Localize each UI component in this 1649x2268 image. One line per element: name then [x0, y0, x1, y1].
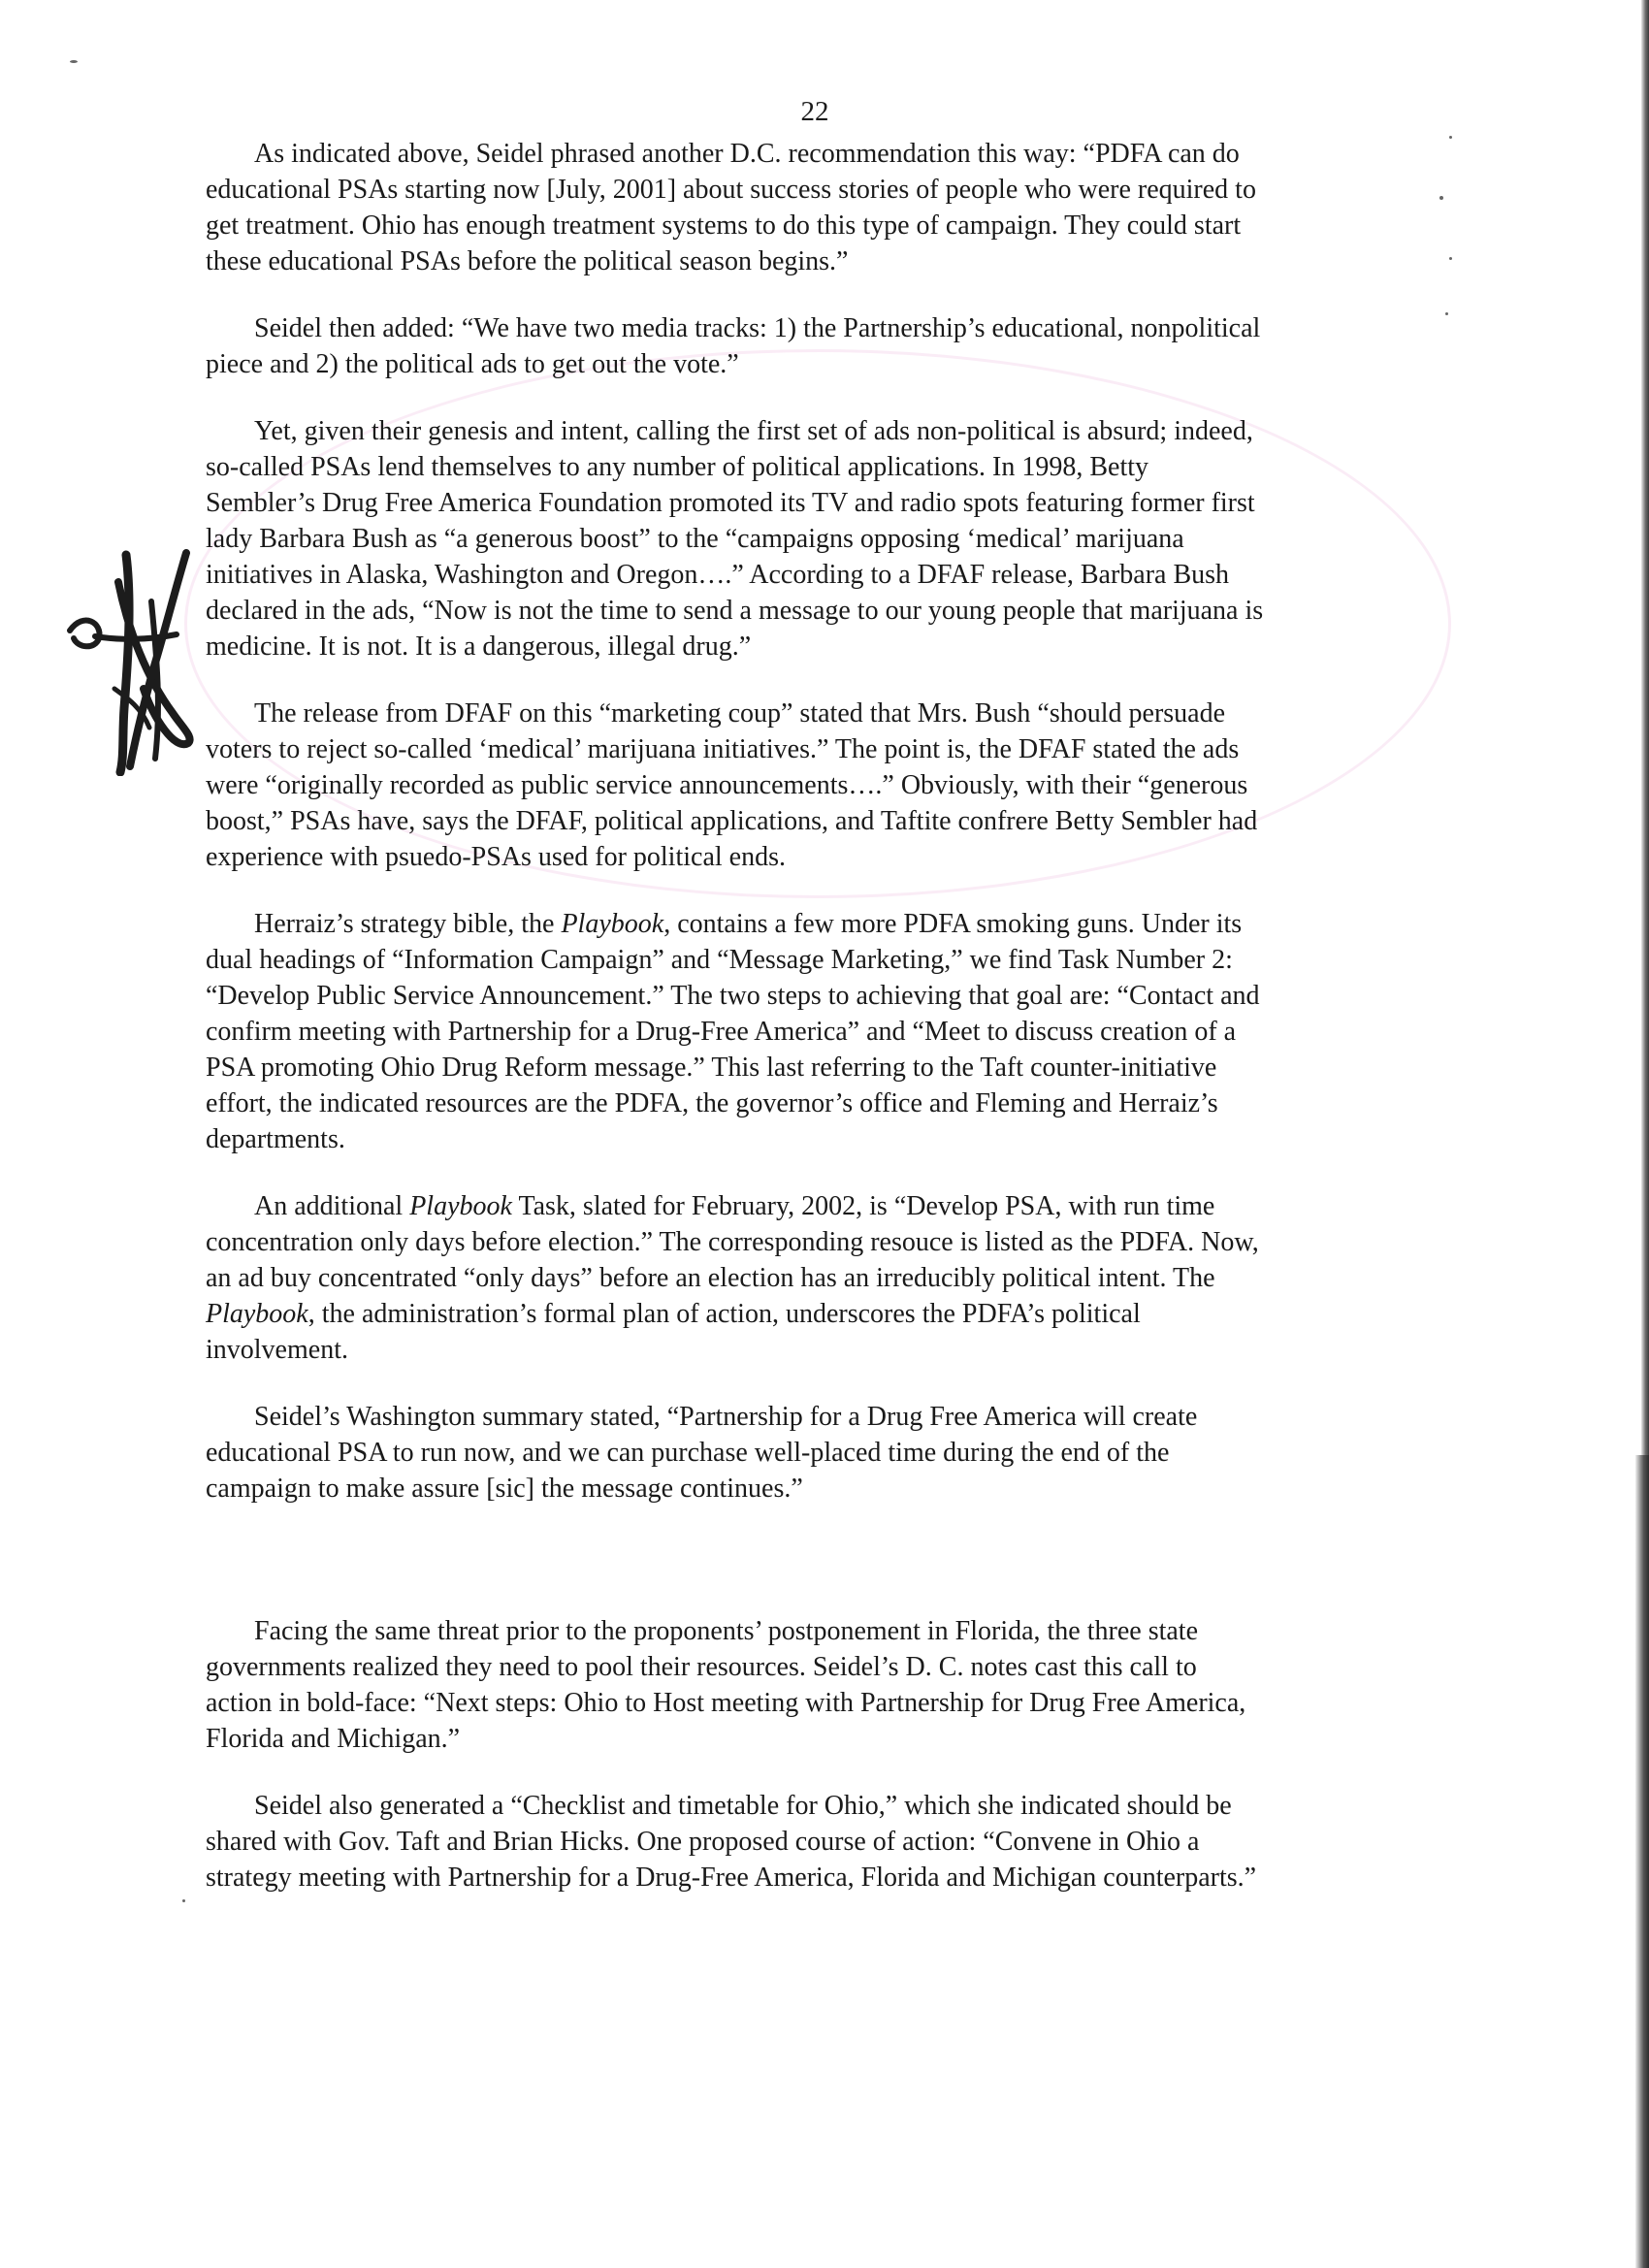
text-line: departments.	[206, 1124, 345, 1154]
title-italic: Playbook	[561, 909, 664, 939]
text-line: declared in the ads, “Now is not the time to send a message to our young people that marijuana is	[206, 596, 1264, 626]
text-line: initiatives in Alaska, Washington and Oregon….” According to a DFAF release, Barbara Bush	[206, 560, 1230, 590]
paragraph	[206, 1399, 1467, 1507]
text-line: lady Barbara Bush as “a generous boost” to the “campaigns opposing ‘medical’ marijuana	[206, 524, 1184, 554]
text-line: so-called PSAs lend themselves to any number of political applications. In 1998, Betty	[206, 452, 1149, 482]
text-line: Sembler’s Drug Free America Foundation promoted its TV and radio spots featuring former first	[206, 488, 1255, 518]
paragraph	[206, 310, 1467, 382]
paragraph	[206, 1188, 1467, 1368]
paragraph	[206, 1788, 1467, 1895]
text-line: Herraiz’s strategy bible, the Playbook, contains a few more PDFA smoking guns. Under its	[254, 909, 1243, 939]
text-line: these educational PSAs before the political season begins.”	[206, 246, 849, 276]
title-italic: Playbook	[409, 1191, 512, 1221]
paragraph	[206, 906, 1467, 1157]
text-line: campaign to make assure [sic] the message continues.”	[206, 1474, 803, 1504]
text-line: “Develop Public Service Announcement.” The two steps to achieving that goal are: “Contact and	[206, 981, 1260, 1011]
text-line: action in bold-face: “Next steps: Ohio to Host meeting with Partnership for Drug Free America,	[206, 1688, 1246, 1718]
text-line: Seidel also generated a “Checklist and timetable for Ohio,” which she indicated should be	[254, 1791, 1232, 1821]
page-number: 22	[800, 96, 829, 127]
text-line: educational PSA to run now, and we can purchase well-placed time during the end of the	[206, 1438, 1170, 1468]
text-line: dual headings of “Information Campaign” and “Message Marketing,” we find Task Number 2:	[206, 945, 1233, 975]
handwritten-pen-mark	[60, 543, 206, 776]
scan-speck	[182, 1899, 185, 1902]
text-line: voters to reject so-called ‘medical’ marijuana initiatives.” The point is, the DFAF stated the ads	[206, 734, 1240, 764]
text-line: As indicated above, Seidel phrased another D.C. recommendation this way: “PDFA can do	[254, 139, 1240, 169]
text-line: educational PSAs starting now [July, 2001] about success stories of people who were required to	[206, 175, 1256, 205]
paragraph	[206, 1613, 1467, 1757]
paragraph	[206, 696, 1467, 875]
text-line: An additional Playbook Task, slated for February, 2002, is “Develop PSA, with run time	[254, 1191, 1215, 1221]
text-line: governments realized they need to pool their resources. Seidel’s D. C. notes cast this call to	[206, 1652, 1197, 1682]
scan-speck	[70, 60, 78, 63]
text-line: Florida and Michigan.”	[206, 1724, 461, 1754]
document-body	[206, 136, 1467, 1927]
text-line: shared with Gov. Taft and Brian Hicks. One proposed course of action: “Convene in Ohio a	[206, 1827, 1200, 1857]
text-line: effort, the indicated resources are the PDFA, the governor’s office and Fleming and Herraiz’s	[206, 1088, 1218, 1118]
text-line: involvement.	[206, 1335, 348, 1365]
scan-edge-shadow-lower	[1635, 1455, 1649, 2268]
text-line: boost,” PSAs have, says the DFAF, political applications, and Taftite confrere Betty Sembler had	[206, 806, 1258, 836]
paragraph	[206, 136, 1467, 279]
text-line: Playbook, the administration’s formal plan of action, underscores the PDFA’s political	[206, 1299, 1141, 1329]
text-line: concentration only days before election.” The corresponding resouce is listed as the PDFA. Now,	[206, 1227, 1259, 1257]
text-line: an ad buy concentrated “only days” before an election has an irreducibly political intent. The	[206, 1263, 1215, 1293]
text-line: medicine. It is not. It is a dangerous, illegal drug.”	[206, 632, 752, 662]
text-line: piece and 2) the political ads to get out the vote.”	[206, 349, 739, 379]
text-line: strategy meeting with Partnership for a Drug-Free America, Florida and Michigan counterparts.”	[206, 1863, 1257, 1893]
text-line: The release from DFAF on this “marketing coup” stated that Mrs. Bush “should persuade	[254, 698, 1226, 729]
text-line: Facing the same threat prior to the proponents’ postponement in Florida, the three state	[254, 1616, 1198, 1646]
text-line: Seidel then added: “We have two media tracks: 1) the Partnership’s educational, nonpolitical	[254, 313, 1261, 343]
text-line: PSA promoting Ohio Drug Reform message.” This last referring to the Taft counter-initiative	[206, 1053, 1217, 1083]
text-line: confirm meeting with Partnership for a Drug-Free America” and “Meet to discuss creation of a	[206, 1017, 1237, 1047]
text-line: experience with psuedo-PSAs used for political ends.	[206, 842, 786, 872]
text-line: get treatment. Ohio has enough treatment systems to do this type of campaign. They could start	[206, 211, 1242, 241]
paragraph	[206, 413, 1467, 664]
text-line: Seidel’s Washington summary stated, “Partnership for a Drug Free America will create	[254, 1402, 1198, 1432]
text-line: were “originally recorded as public service announcements….” Obviously, with their “generous	[206, 770, 1248, 800]
title-italic: Playbook	[206, 1299, 308, 1329]
text-line: Yet, given their genesis and intent, calling the first set of ads non-political is absurd; indeed,	[254, 416, 1253, 446]
